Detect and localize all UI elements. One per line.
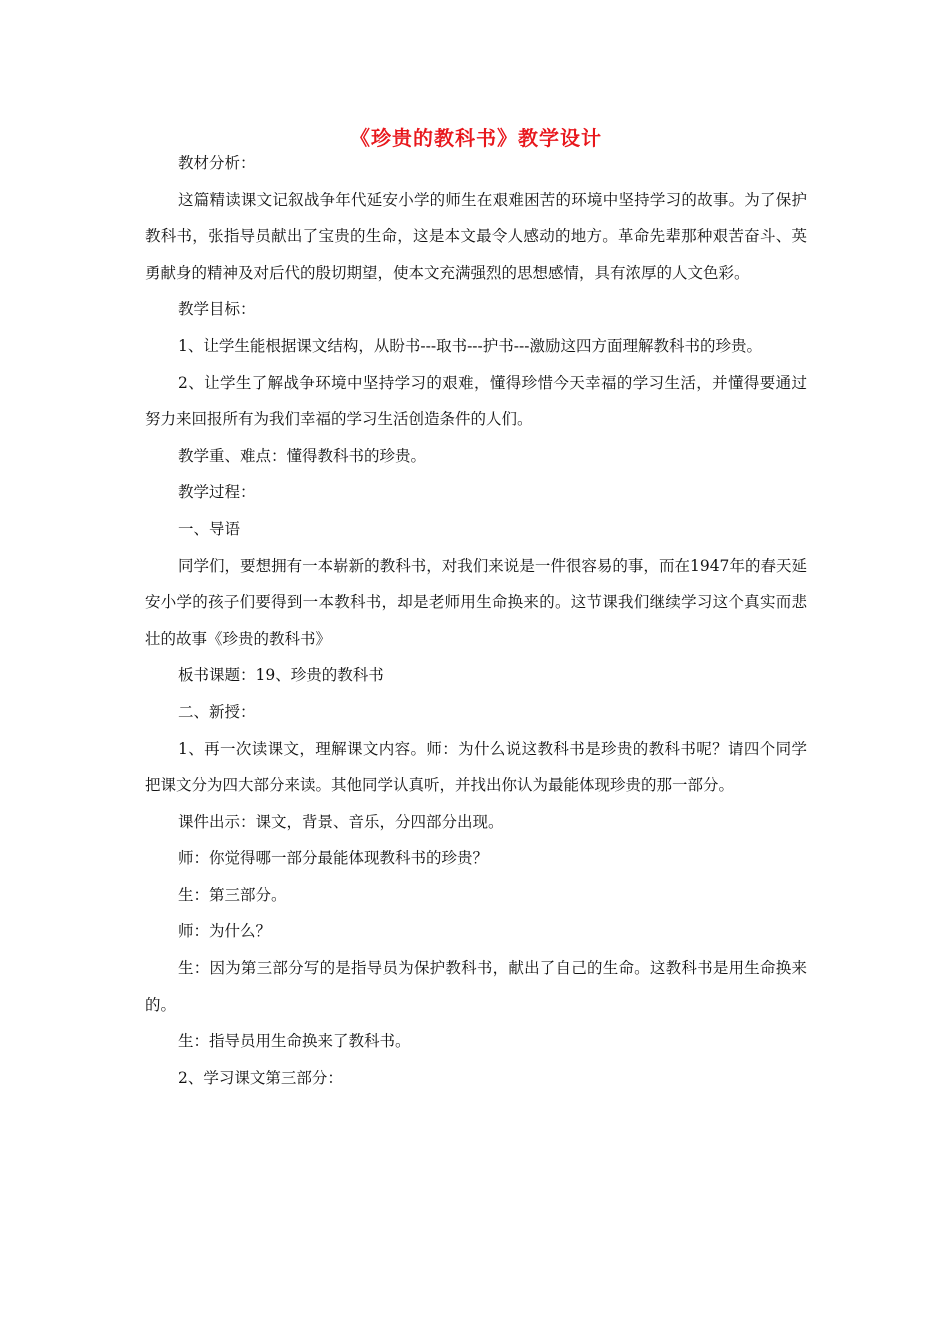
paragraph: 2、让学生了解战争环境中坚持学习的艰难，懂得珍惜今天幸福的学习生活，并懂得要通过努力来回报所有为我们幸福的学习生活创造条件的人们。: [145, 373, 807, 429]
document-title: 《珍贵的教科书》教学设计: [350, 126, 602, 150]
paragraph: 一、导语: [178, 519, 241, 538]
paragraph: 板书课题：19、珍贵的教科书: [178, 666, 384, 685]
paragraph: 教学目标：: [178, 300, 256, 319]
paragraph: 2、学习课文第三部分：: [178, 1068, 343, 1087]
paragraph: 生：第三部分。: [178, 885, 287, 904]
paragraph: 1、再一次读课文，理解课文内容。师：为什么说这教科书是珍贵的教科书呢？请四个同学把课文分为四大部分来读。其他同学认真听，并找出你认为最能体现珍贵的那一部分。: [145, 739, 807, 795]
paragraph: 二、新授：: [178, 702, 256, 721]
paragraph: 教学重、难点：懂得教科书的珍贵。: [178, 446, 427, 465]
paragraph: 生：因为第三部分写的是指导员为保护教科书，献出了自己的生命。这教科书是用生命换来的。: [145, 959, 807, 1014]
paragraph: 师：为什么？: [178, 922, 272, 941]
paragraph: 同学们，要想拥有一本崭新的教科书，对我们来说是一件很容易的事，而在1947年的春天延安小学的孩子们要得到一本教科书，却是老师用生命换来的。这节课我们继续学习这个真实而悲壮的故事《珍贵的教科书》: [145, 556, 807, 648]
paragraph: 教学过程：: [178, 483, 256, 502]
paragraph: 师：你觉得哪一部分最能体现教科书的珍贵？: [178, 849, 489, 868]
paragraph: 课件出示：课文，背景、音乐，分四部分出现。: [178, 812, 504, 831]
paragraph: 教材分析：: [178, 154, 256, 172]
paragraph: 1、让学生能根据课文结构，从盼书---取书---护书---激励这四方面理解教科书的珍贵。: [178, 336, 762, 355]
paragraph: 这篇精读课文记叙战争年代延安小学的师生在艰难困苦的环境中坚持学习的故事。为了保护教科书，张指导员献出了宝贵的生命，这是本文最令人感动的地方。革命先辈那种艰苦奋斗、英勇献身的精神及对后代的殷切期望，使本文充满强烈的思想感情，具有浓厚的人文色彩。: [145, 190, 807, 282]
document-body: [145, 145, 807, 1096]
paragraph: 生：指导员用生命换来了教科书。: [178, 1032, 411, 1051]
